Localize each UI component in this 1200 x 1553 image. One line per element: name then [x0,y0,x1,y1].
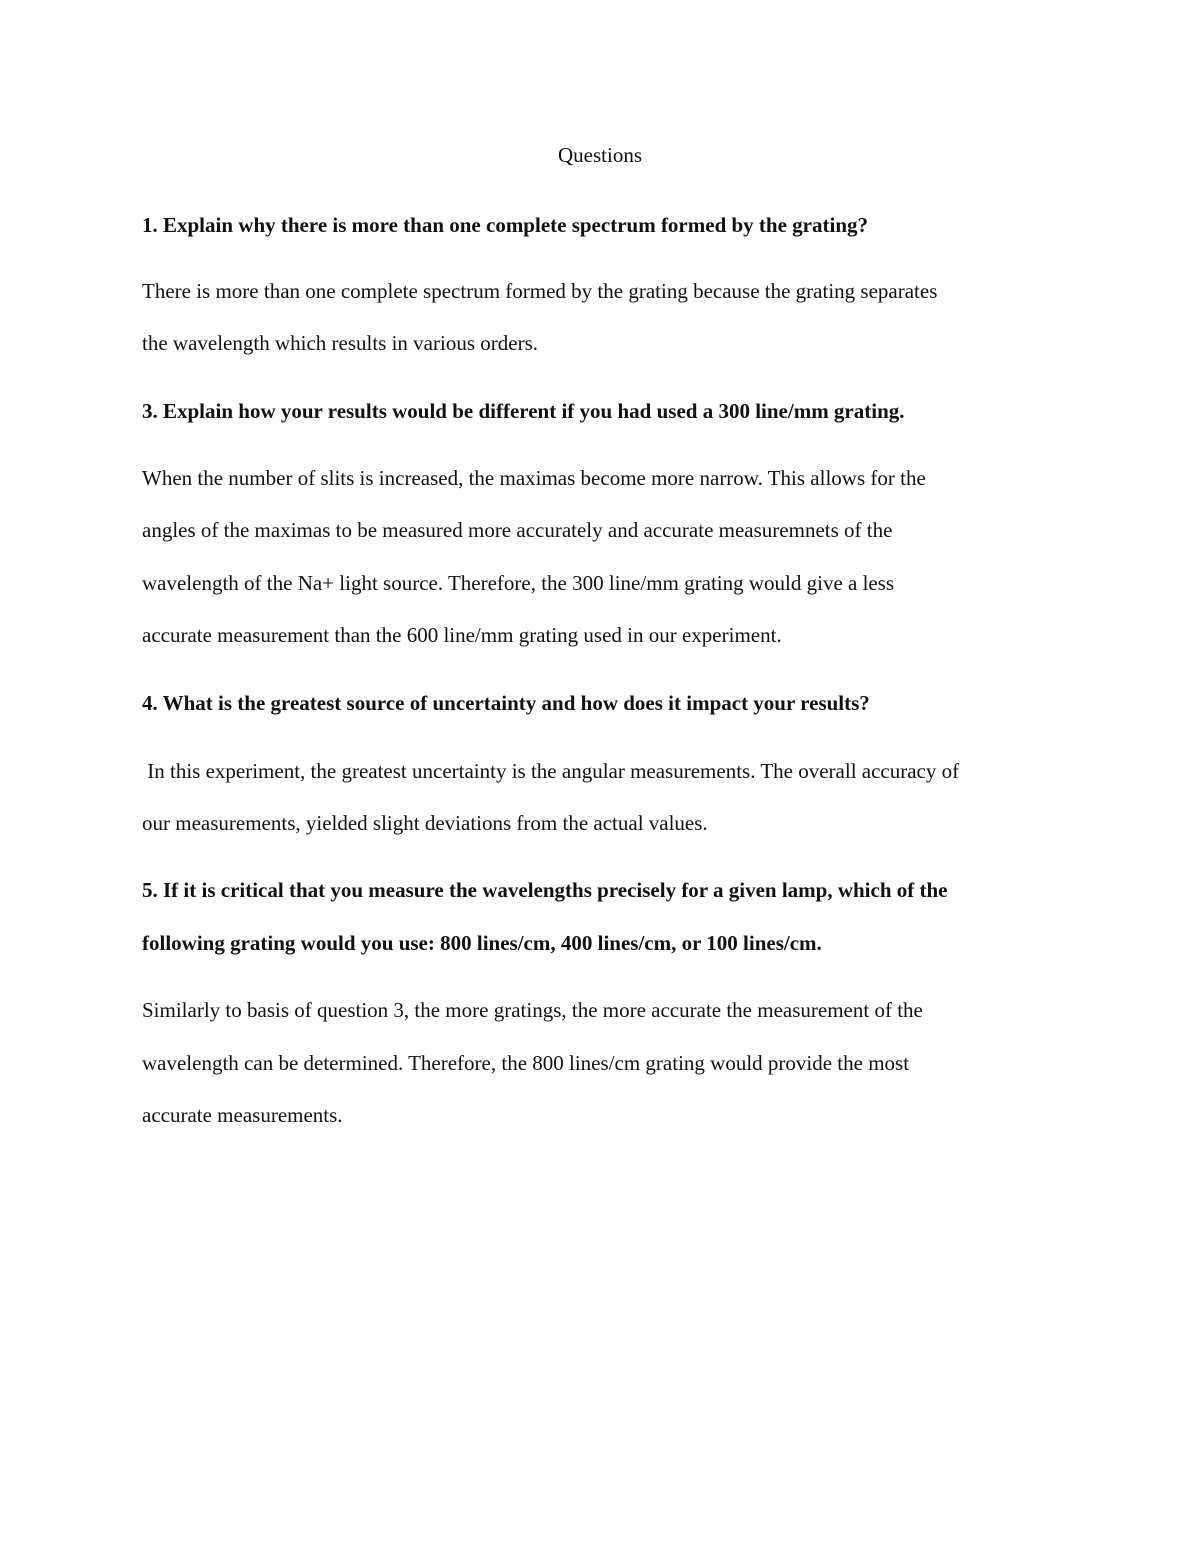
question-5-line-2: following grating would you use: 800 lines/cm, 400 lines/cm, or 100 lines/cm. [142,931,822,955]
question-3: 3. Explain how your results would be different if you had used a 300 line/mm grating. [142,399,905,423]
answer-1-line-2: the wavelength which results in various orders. [142,331,538,355]
question-1: 1. Explain why there is more than one complete spectrum formed by the grating? [142,213,868,237]
answer-4-line-1: In this experiment, the greatest uncertainty is the angular measurements. The overall accuracy of [142,759,960,783]
answer-3-line-1: When the number of slits is increased, the maximas become more narrow. This allows for the [142,466,926,490]
answer-4-line-2: our measurements, yielded slight deviations from the actual values. [142,811,708,835]
answer-1-line-1: There is more than one complete spectrum formed by the grating because the grating separates [142,279,938,303]
answer-5-line-2: wavelength can be determined. Therefore, the 800 lines/cm grating would provide the most [142,1051,910,1075]
answer-5-line-3: accurate measurements. [142,1103,343,1127]
answer-3-line-3: wavelength of the Na+ light source. Therefore, the 300 line/mm grating would give a less [142,571,895,595]
answer-5-line-1: Similarly to basis of question 3, the more gratings, the more accurate the measurement of the [142,998,923,1022]
question-4: 4. What is the greatest source of uncertainty and how does it impact your results? [142,691,870,715]
answer-3-line-2: angles of the maximas to be measured more accurately and accurate measuremnets of the [142,518,893,542]
page-title: Questions [558,143,642,167]
question-5-line-1: 5. If it is critical that you measure the wavelengths precisely for a given lamp, which of the [142,878,948,902]
answer-3-line-4: accurate measurement than the 600 line/mm grating used in our experiment. [142,623,782,647]
